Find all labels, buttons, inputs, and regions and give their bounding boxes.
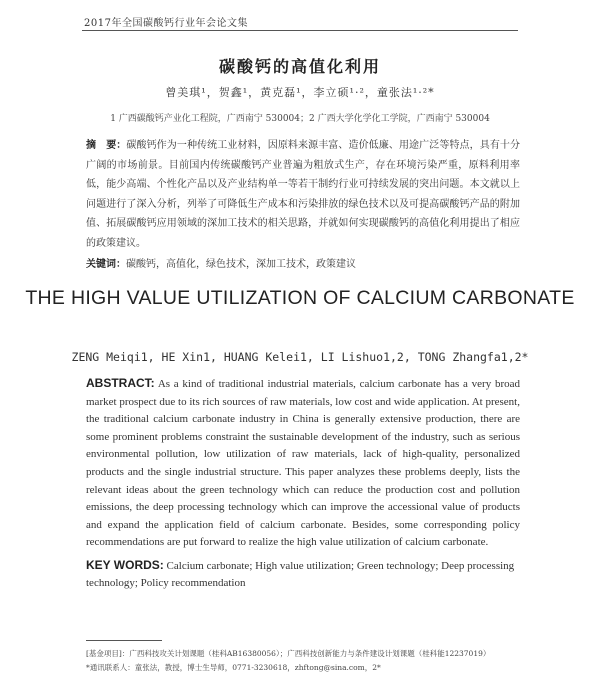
- chinese-abstract-text: 碳酸钙作为一种传统工业材料，因原料来源丰富、造价低廉、用途广泛等特点，具有十分广阔的市场前景。目前国内传统碳酸钙产业普遍为粗放式生产，存在环境污染严重，原料利用率低，能少高端、个性化产品以及产业结构单一等若干制约行业可持续发展的突出问题。本文就以上问题进行了深入分析，列举了可降低生产成本和污染排放的绿色技术以及可提高碳酸钙产品的附加值、拓展碳酸钙应用领域的深加工技术的相关思路，并就如何实现碳酸钙的高值化利用提出了相应的政策建议。: [86, 140, 521, 249]
- english-keywords: [86, 557, 520, 592]
- chinese-title: 碳酸钙的高值化利用: [218, 57, 381, 76]
- footnote-divider: [86, 640, 162, 641]
- chinese-keywords-label: 关键词：: [86, 259, 126, 270]
- english-abstract: [86, 375, 520, 552]
- chinese-keywords: [86, 255, 520, 270]
- header-divider: [82, 30, 518, 31]
- chinese-authors: 曾美琪¹，贺鑫¹，黄克磊¹，李立硕¹·²，童张法¹·²*: [165, 86, 435, 99]
- english-abstract-label: ABSTRACT:: [86, 376, 155, 390]
- english-keywords-text: Calcium carbonate; High value utilization; Green technology; Deep processing technology; Policy recommendation: [86, 560, 515, 589]
- english-authors: ZENG Meiqi1, HE Xin1, HUANG Kelei1, LI Lishuo1,2, TONG Zhangfa1,2*: [71, 350, 529, 364]
- running-head: 2017年全国碳酸钙行业年会论文集: [84, 18, 248, 29]
- chinese-abstract: [86, 136, 520, 253]
- english-title: THE HIGH VALUE UTILIZATION OF CALCIUM CARBONATE: [25, 287, 575, 309]
- chinese-keywords-text: 碳酸钙，高值化，绿色技术，深加工技术，政策建议: [126, 259, 356, 270]
- footnote-contact: *通讯联系人：童张法，教授，博士生导师，0771-3230618，zhftong@sina.com，2*: [86, 663, 381, 672]
- chinese-affiliation: 1 广西碳酸钙产业化工程院，广西南宁 530004；2 广西大学化学化工学院，广西南宁 530004: [110, 114, 490, 124]
- footnote-funding: [基金项目]：广西科技攻关计划课题（桂科AB16380056）；广西科技创新能力与条件建设计划课题（桂科能12237019）: [86, 649, 491, 658]
- chinese-abstract-label: 摘 要：: [86, 140, 127, 151]
- english-keywords-label: KEY WORDS:: [86, 558, 164, 572]
- english-abstract-text: As a kind of traditional industrial materials, calcium carbonate has a very broad market prospect due to its rich sources of raw materials, low cost and wide application. At present, the traditional calcium carbonate industry in China is generally extensive production, there are some prominent problems constraint the sustainable development of the industry, such as serious environmental pollution, low utilization of raw materials, lack of high-quality, personalized products and the single industrial structure. This paper analyzes these problems deeply, lists the relevant ideas about the green technology which can reduce the production cost and pollution emissions, the deep processing technology which can improve the accessional value of products and expand the application field of calcium carbonate. Besides, some corresponding policy recommendations are put forward to realize the high value utilization of calcium carbonate.: [86, 378, 520, 549]
